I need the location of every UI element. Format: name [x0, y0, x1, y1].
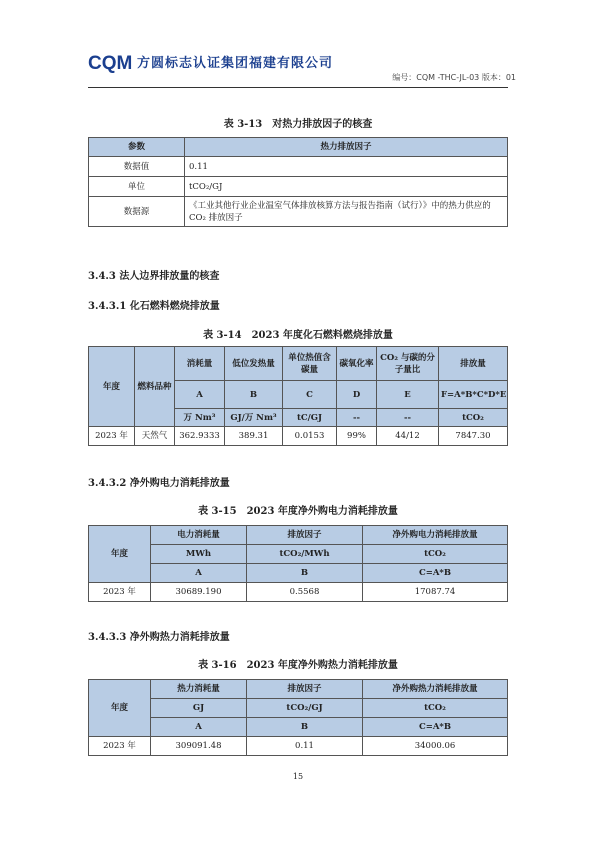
row-value: 0.11 [185, 157, 508, 177]
table-3-13 [88, 137, 508, 227]
cell: 2023 年 [89, 427, 135, 446]
col-year-header: 年度 [89, 526, 151, 583]
col-oxidation-header: 碳氧化率 [337, 347, 377, 381]
company-name: 方圆标志认证集团福建有限公司 [137, 56, 334, 71]
col-fuel-header: 燃料品种 [135, 347, 175, 427]
unit-cell: GJ [151, 699, 247, 718]
unit-cell: tCO₂ [363, 699, 508, 718]
unit-cell: GJ/万 Nm³ [225, 409, 283, 427]
cell: 34000.06 [363, 737, 508, 756]
cell: 2023 年 [89, 583, 151, 602]
col-emission-header: 净外购热力消耗排放量 [363, 680, 508, 699]
cell: 389.31 [225, 427, 283, 446]
table-row [89, 737, 508, 756]
table-3-16 [88, 679, 508, 756]
table-3-16-caption: 表 3-16 2023 年度净外购热力消耗排放量 [198, 660, 398, 671]
document-number: 编号：CQM -THC-JL-03 版本：01 [392, 73, 516, 82]
row-label: 数据源 [89, 197, 185, 227]
table-row [89, 177, 508, 197]
col-ncv-header: 低位发热量 [225, 347, 283, 381]
letter-cell: B [247, 718, 363, 737]
letter-cell: C=A*B [363, 564, 508, 583]
cell: 7847.30 [439, 427, 508, 446]
letter-cell: B [247, 564, 363, 583]
letter-cell: E [377, 381, 439, 409]
col-factor-header: 排放因子 [247, 680, 363, 699]
col-year-header: 年度 [89, 347, 135, 427]
col-consumption-header: 消耗量 [175, 347, 225, 381]
row-value: 《工业其他行业企业温室气体排放核算方法与报告指南（试行）》中的热力供应的 CO₂ 排放因子 [185, 197, 508, 227]
row-label: 数据值 [89, 157, 185, 177]
unit-cell: MWh [151, 545, 247, 564]
cell: 0.5568 [247, 583, 363, 602]
letter-cell: B [225, 381, 283, 409]
row-value: tCO₂/GJ [185, 177, 508, 197]
cell: 362.9333 [175, 427, 225, 446]
section-3-4-3-heading: 3.4.3 法人边界排放量的核查 [88, 271, 220, 282]
col-ratio-header: CO₂ 与碳的分子量比 [377, 347, 439, 381]
letter-cell: C=A*B [363, 718, 508, 737]
table-3-13-caption: 表 3-13 对热力排放因子的核查 [223, 119, 373, 130]
company-logo [88, 50, 134, 74]
cell: 2023 年 [89, 737, 151, 756]
unit-cell: -- [337, 409, 377, 427]
col-emission-header: 排放量 [439, 347, 508, 381]
logo-letters: CQM [88, 53, 133, 74]
letter-cell: A [175, 381, 225, 409]
table-row [89, 427, 508, 446]
cell: 天然气 [135, 427, 175, 446]
unit-cell: tC/GJ [283, 409, 337, 427]
section-3-4-3-2-heading: 3.4.3.2 净外购电力消耗排放量 [88, 478, 230, 489]
col-year-header: 年度 [89, 680, 151, 737]
cell: 44/12 [377, 427, 439, 446]
letter-cell: A [151, 564, 247, 583]
table-row [89, 197, 508, 227]
col-factor-header: 热力排放因子 [185, 138, 508, 157]
unit-cell: tCO₂/GJ [247, 699, 363, 718]
cell: 0.11 [247, 737, 363, 756]
letter-cell: F=A*B*C*D*E [439, 381, 508, 409]
section-3-4-3-3-heading: 3.4.3.3 净外购热力消耗排放量 [88, 632, 230, 643]
unit-cell: tCO₂ [363, 545, 508, 564]
unit-cell: tCO₂ [439, 409, 508, 427]
cell: 30689.190 [151, 583, 247, 602]
col-param-header: 参数 [89, 138, 185, 157]
col-heat-header: 热力消耗量 [151, 680, 247, 699]
cell: 99% [337, 427, 377, 446]
col-emission-header: 净外购电力消耗排放量 [363, 526, 508, 545]
table-row [89, 583, 508, 602]
table-3-15-caption: 表 3-15 2023 年度净外购电力消耗排放量 [198, 506, 398, 517]
table-3-14 [88, 346, 508, 446]
col-factor-header: 排放因子 [247, 526, 363, 545]
letter-cell: A [151, 718, 247, 737]
letter-cell: D [337, 381, 377, 409]
unit-cell: tCO₂/MWh [247, 545, 363, 564]
col-carbon-header: 单位热值含碳量 [283, 347, 337, 381]
unit-cell: 万 Nm³ [175, 409, 225, 427]
unit-cell: -- [377, 409, 439, 427]
table-3-15 [88, 525, 508, 602]
cell: 0.0153 [283, 427, 337, 446]
section-3-4-3-1-heading: 3.4.3.1 化石燃料燃烧排放量 [88, 301, 220, 312]
letter-cell: C [283, 381, 337, 409]
cell: 309091.48 [151, 737, 247, 756]
header-divider [88, 87, 508, 88]
page-number: 15 [292, 772, 304, 781]
table-3-14-caption: 表 3-14 2023 年度化石燃料燃烧排放量 [203, 330, 393, 341]
row-label: 单位 [89, 177, 185, 197]
col-electricity-header: 电力消耗量 [151, 526, 247, 545]
cell: 17087.74 [363, 583, 508, 602]
table-row [89, 157, 508, 177]
